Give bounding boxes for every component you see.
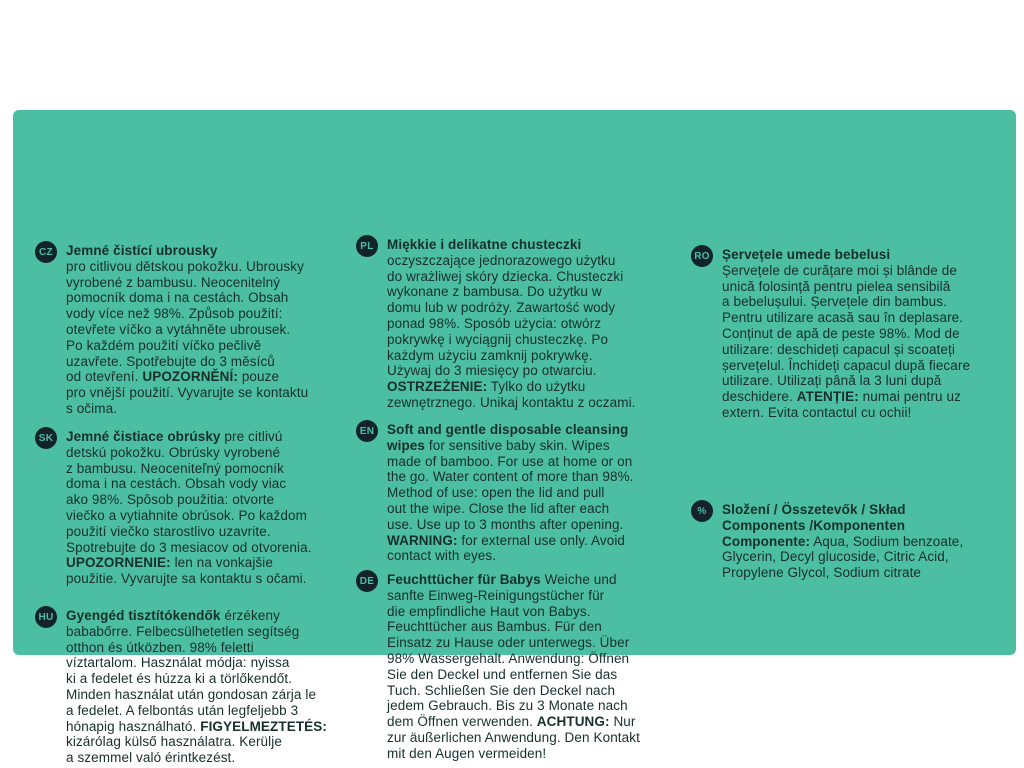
bold-run: Componente: <box>722 533 811 549</box>
text-line <box>387 316 636 332</box>
text-line <box>66 476 312 492</box>
text-run: Aqua, Sodium benzoate, <box>810 533 964 549</box>
text-line <box>722 342 970 358</box>
text-line <box>66 703 327 719</box>
text-line <box>722 247 970 263</box>
text-run: uzavřete. Spotřebujte do 3 měsíců <box>66 353 275 369</box>
bold-run: UPOZORNĚNÍ: <box>142 369 238 385</box>
text-line <box>387 348 636 364</box>
section-text-sk <box>66 429 312 587</box>
text-run: Pentru utilizare acasă sau în deplasare. <box>722 310 964 326</box>
bold-run: ATENȚIE: <box>796 389 859 405</box>
text-line <box>387 300 636 316</box>
text-line <box>387 548 634 564</box>
bold-run: Gyengéd tisztítókendők <box>66 608 221 623</box>
text-run: a bebelușului. Șervețele din bambus. <box>722 294 947 310</box>
section-cz <box>35 243 308 417</box>
text-run: érzékeny <box>220 608 280 623</box>
text-line <box>387 604 640 620</box>
text-run: Sie den Deckel und entfernen Sie das <box>387 666 618 682</box>
text-line <box>387 698 640 714</box>
bold-run: wipes <box>387 437 426 453</box>
text-run: Propylene Glycol, Sodium citrate <box>722 565 922 581</box>
text-run: pro vnější použití. Vyvarujte se kontaktu <box>66 385 309 401</box>
text-line <box>66 555 312 571</box>
text-line <box>66 719 327 735</box>
text-line <box>387 746 640 762</box>
text-line <box>66 492 312 508</box>
section-pl <box>356 237 636 411</box>
text-run: pokrywkę i wyciągnij chusteczkę. Po <box>387 331 609 347</box>
text-line <box>722 405 970 421</box>
section-hu <box>35 608 327 766</box>
bold-run: Jemné čistiace obrúsky <box>66 429 221 444</box>
text-run: viečko a vytiahnite obrúsok. Po každom <box>66 507 307 523</box>
text-run: mit den Augen vermeiden! <box>387 745 547 761</box>
text-line <box>66 338 308 354</box>
text-line <box>66 540 312 556</box>
text-run: s očima. <box>66 400 118 416</box>
text-run: a szemmel való érintkezést. <box>66 750 236 766</box>
text-line <box>66 461 312 477</box>
section-en <box>356 422 634 564</box>
bold-run: Feuchttücher für Babys <box>387 572 541 587</box>
section-ro <box>691 247 970 421</box>
text-run: made of bamboo. For use at home or on <box>387 453 633 469</box>
text-line <box>722 565 963 581</box>
text-run: do wrażliwej skóry dziecka. Chusteczki <box>387 268 624 284</box>
text-run: bababőrre. Felbecsülhetetlen segítség <box>66 623 300 639</box>
section-text-pct <box>722 502 963 581</box>
text-run: die empfindliche Haut von Babys. <box>387 603 591 619</box>
text-run: použití viečko starostlivo uzavrite. <box>66 523 271 539</box>
text-run: utilizare. Utilizați până la 3 luni după <box>722 373 942 389</box>
text-run: use. Use up to 3 months after opening. <box>387 516 624 532</box>
text-line <box>387 651 640 667</box>
text-run: pomocník doma i na cestách. Obsah <box>66 290 289 306</box>
text-run: unică folosință pentru pielea sensibilă <box>722 278 951 294</box>
text-run: for external use only. Avoid <box>457 532 626 548</box>
text-line <box>387 269 636 285</box>
text-run: wykonane z bambusa. Do użytku w <box>387 284 602 300</box>
text-line <box>66 369 308 385</box>
text-line <box>66 608 327 624</box>
section-sk <box>35 429 312 587</box>
section-text-en <box>387 422 634 564</box>
text-line <box>66 671 327 687</box>
text-run: doma i na cestách. Obsah vody viac <box>66 476 287 492</box>
text-run: hónapig használható. <box>66 718 201 734</box>
text-line <box>722 326 970 342</box>
lang-badge-en: EN <box>356 420 378 442</box>
text-line <box>387 572 640 588</box>
text-line <box>66 354 308 370</box>
text-run: 98% Wassergehalt. Anwendung: Öffnen <box>387 650 630 666</box>
text-line <box>66 655 327 671</box>
text-line <box>722 279 970 295</box>
text-run: zur äußerlichen Anwendung. Den Kontakt <box>387 729 640 745</box>
section-de <box>356 572 640 762</box>
text-run: pre citlivú <box>220 429 283 444</box>
text-line <box>722 502 963 518</box>
text-line <box>66 401 308 417</box>
text-run: otevřete víčko a vytáhněte ubrousek. <box>66 321 291 337</box>
bold-run: Jemné čistící ubrousky <box>66 243 218 258</box>
text-run: domu lub w podróży. Zawartość wody <box>387 300 616 316</box>
section-text-de <box>387 572 640 762</box>
text-line <box>722 373 970 389</box>
text-line <box>387 714 640 730</box>
section-text-cz <box>66 243 308 417</box>
text-line <box>387 332 636 348</box>
text-line <box>387 438 634 454</box>
text-run: ki a fedelet és húzza ki a törlőkendőt. <box>66 671 293 687</box>
text-line <box>66 275 308 291</box>
text-run: Conținut de apă de peste 98%. Mod de <box>722 325 960 341</box>
text-line <box>66 429 312 445</box>
text-run: vody více než 98%. Způsob použití: <box>66 306 283 322</box>
text-run: Einsatz zu Hause oder unterwegs. Über <box>387 635 630 651</box>
text-line <box>722 389 970 405</box>
text-line <box>722 310 970 326</box>
text-run: șervețelul. Închideți capacul după fiecare <box>722 357 971 373</box>
text-run: jedem Gebrauch. Bis zu 3 Monate nach <box>387 698 628 714</box>
section-text-pl <box>387 237 636 411</box>
text-line <box>387 635 640 651</box>
text-run: Method of use: open the lid and pull <box>387 485 605 501</box>
text-line <box>387 485 634 501</box>
lang-badge-pct: % <box>691 500 713 522</box>
text-run: otthon és útközben. 98% feletti <box>66 639 254 655</box>
text-line <box>722 549 963 565</box>
lang-badge-de: DE <box>356 570 378 592</box>
text-run: każdym użyciu zamknij pokrywkę. <box>387 347 593 363</box>
text-run: ponad 98%. Sposób użycia: otwórz <box>387 315 602 331</box>
text-line <box>66 322 308 338</box>
text-line <box>387 619 640 635</box>
text-run: Glycerin, Decyl glucoside, Citric Acid, <box>722 549 949 565</box>
section-text-hu <box>66 608 327 766</box>
text-run: ako 98%. Spôsob použitia: otvorte <box>66 492 275 508</box>
text-run: Tylko do użytku <box>487 379 586 395</box>
text-line <box>387 363 636 379</box>
text-run: out the wipe. Close the lid after each <box>387 500 610 516</box>
text-run: contact with eyes. <box>387 548 497 564</box>
text-line <box>387 284 636 300</box>
text-line <box>387 683 640 699</box>
text-run: sanfte Einweg-Reinigungstücher für <box>387 587 605 603</box>
text-line <box>66 259 308 275</box>
text-line <box>722 294 970 310</box>
bold-run: Components /Komponenten <box>722 517 906 533</box>
text-line <box>66 385 308 401</box>
text-run: Feuchttücher aus Bambus. Für den <box>387 619 602 635</box>
bold-run: Soft and gentle disposable cleansing <box>387 422 629 437</box>
lang-badge-hu: HU <box>35 606 57 628</box>
text-run: kizárólag külső használatra. Kerülje <box>66 734 282 750</box>
text-run: od otevření. <box>66 369 143 385</box>
bold-run: Șervețele umede bebelusi <box>722 247 891 262</box>
text-run: Używaj do 3 miesięcy po otwarciu. <box>387 363 597 379</box>
text-run: pouze <box>237 369 280 385</box>
text-run: detskú pokožku. Obrúsky vyrobené <box>66 444 281 460</box>
text-line <box>722 518 963 534</box>
text-run: a fedelet. A felbontás után legfeljebb 3 <box>66 702 299 718</box>
lang-badge-pl: PL <box>356 235 378 257</box>
text-line <box>387 501 634 517</box>
text-run: Nur <box>609 714 636 730</box>
text-run: extern. Evita contactul cu ochii! <box>722 404 912 420</box>
text-line <box>66 640 327 656</box>
text-line <box>722 534 963 550</box>
text-line <box>387 253 636 269</box>
section-text-ro <box>722 247 970 421</box>
bold-run: FIGYELMEZTETÉS: <box>200 718 327 734</box>
text-line <box>66 243 308 259</box>
text-run: oczyszczające jednorazowego użytku <box>387 252 616 268</box>
lang-badge-cz: CZ <box>35 241 57 263</box>
text-run: Weiche und <box>540 572 617 587</box>
text-line <box>66 734 327 750</box>
text-run: for sensitive baby skin. Wipes <box>425 437 610 453</box>
text-line <box>387 379 636 395</box>
text-run: vyrobené z bambusu. Neocenitelný <box>66 274 281 290</box>
label-panel <box>13 110 1016 766</box>
text-run: Șervețele de curățare moi și blânde de <box>722 262 957 278</box>
text-line <box>387 469 634 485</box>
text-line <box>66 306 308 322</box>
text-line <box>66 750 327 766</box>
text-line <box>66 624 327 640</box>
text-line <box>722 263 970 279</box>
bold-run: WARNING: <box>387 532 458 548</box>
text-line <box>387 517 634 533</box>
bold-run: ACHTUNG: <box>536 714 610 730</box>
text-line <box>66 445 312 461</box>
lang-badge-ro: RO <box>691 245 713 267</box>
bold-run: Miękkie i delikatne chusteczki <box>387 237 582 252</box>
text-run: Tuch. Schließen Sie den Deckel nach <box>387 682 616 698</box>
text-line <box>387 237 636 253</box>
text-line <box>66 290 308 306</box>
text-run: z bambusu. Neoceniteľný pomocník <box>66 460 284 476</box>
text-run: deschidere. <box>722 389 797 405</box>
text-line <box>66 508 312 524</box>
section-pct <box>691 502 963 581</box>
text-line <box>387 588 640 604</box>
text-run: len na vonkajšie <box>170 555 273 571</box>
text-run: dem Öffnen verwenden. <box>387 714 537 730</box>
text-run: Minden használat után gondosan zárja le <box>66 686 317 702</box>
text-run: víztartalom. Használat módja: nyissa <box>66 655 290 671</box>
text-line <box>387 395 636 411</box>
bold-run: UPOZORNENIE: <box>66 555 171 571</box>
text-run: numai pentru uz <box>858 389 961 405</box>
text-line <box>387 533 634 549</box>
text-line <box>387 454 634 470</box>
text-line <box>66 687 327 703</box>
text-line <box>722 358 970 374</box>
lang-badge-sk: SK <box>35 427 57 449</box>
text-run: použitie. Vyvarujte sa kontaktu s očami. <box>66 571 307 587</box>
text-line <box>66 524 312 540</box>
text-run: the go. Water content of more than 98%. <box>387 469 634 485</box>
text-run: utilizare: deschideți capacul și scoateți <box>722 341 955 357</box>
text-line <box>387 730 640 746</box>
text-line <box>66 571 312 587</box>
bold-run: Složení / Összetevők / Skład <box>722 502 906 517</box>
bold-run: OSTRZEŻENIE: <box>387 379 488 395</box>
text-run: zewnętrznego. Unikaj kontaktu z oczami. <box>387 394 636 410</box>
text-run: Spotrebujte do 3 mesiacov od otvorenia. <box>66 539 312 555</box>
text-line <box>387 422 634 438</box>
text-run: pro citlivou dětskou pokožku. Ubrousky <box>66 258 304 274</box>
text-line <box>387 667 640 683</box>
text-run: Po každém použití víčko pečlivě <box>66 337 262 353</box>
